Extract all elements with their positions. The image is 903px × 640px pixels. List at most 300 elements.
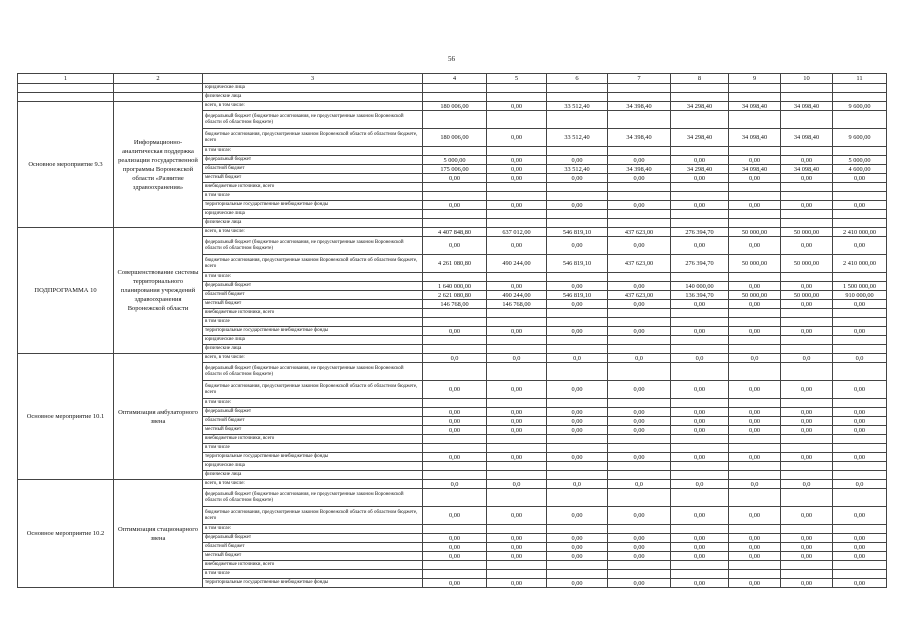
column-header: 9 <box>729 74 781 84</box>
value-cell <box>608 210 671 219</box>
value-cell: 33 512,40 <box>547 129 608 147</box>
value-cell <box>781 363 833 381</box>
value-cell: 0,00 <box>487 327 547 336</box>
block-title: Оптимизация амбулаторного звена <box>114 354 203 480</box>
value-cell: 0,00 <box>781 408 833 417</box>
value-cell: 33 512,40 <box>547 165 608 174</box>
value-cell: 0,00 <box>781 237 833 255</box>
value-cell <box>671 345 729 354</box>
value-cell: 0,00 <box>423 426 487 435</box>
value-cell <box>423 219 487 228</box>
value-cell: 0,00 <box>608 426 671 435</box>
row-label: внебюджетные источники, всего <box>203 561 423 570</box>
value-cell <box>671 219 729 228</box>
value-cell <box>547 93 608 102</box>
value-cell: 50 000,00 <box>781 291 833 300</box>
row-label: территориальные государственные внебюджетные фонды <box>203 327 423 336</box>
value-cell: 0,00 <box>547 408 608 417</box>
value-cell: 0,0 <box>833 480 887 489</box>
value-cell <box>671 561 729 570</box>
row-label: бюджетные ассигнования, предусмотренные законом Воронежской области об областном бюджете, всего <box>203 129 423 147</box>
value-cell <box>833 93 887 102</box>
value-cell: 0,00 <box>423 417 487 426</box>
value-cell <box>781 147 833 156</box>
value-cell <box>671 462 729 471</box>
value-cell: 0,00 <box>423 327 487 336</box>
value-cell: 0,00 <box>671 381 729 399</box>
value-cell: 0,00 <box>729 408 781 417</box>
value-cell: 0,00 <box>729 201 781 210</box>
value-cell: 0,00 <box>671 156 729 165</box>
value-cell: 0,0 <box>781 480 833 489</box>
value-cell: 34 398,40 <box>608 165 671 174</box>
value-cell <box>781 183 833 192</box>
value-cell <box>423 183 487 192</box>
row-label: юридические лица <box>203 210 423 219</box>
value-cell: 0,00 <box>487 282 547 291</box>
row-label: внебюджетные источники, всего <box>203 183 423 192</box>
value-cell <box>671 183 729 192</box>
value-cell <box>487 84 547 93</box>
value-cell: 546 819,10 <box>547 255 608 273</box>
value-cell: 34 298,40 <box>671 102 729 111</box>
value-cell <box>547 210 608 219</box>
value-cell: 0,00 <box>423 237 487 255</box>
value-cell <box>608 318 671 327</box>
value-cell: 0,00 <box>608 579 671 588</box>
row-label: территориальные государственные внебюджетные фонды <box>203 453 423 462</box>
value-cell: 34 098,40 <box>729 165 781 174</box>
column-header: 2 <box>114 74 203 84</box>
value-cell <box>833 111 887 129</box>
column-header: 7 <box>608 74 671 84</box>
value-cell: 0,00 <box>671 507 729 525</box>
value-cell: 5 000,00 <box>833 156 887 165</box>
value-cell: 0,00 <box>671 327 729 336</box>
row-label: всего, в том числе: <box>203 480 423 489</box>
value-cell: 175 006,00 <box>423 165 487 174</box>
value-cell <box>729 399 781 408</box>
value-cell: 0,00 <box>487 579 547 588</box>
value-cell: 0,00 <box>671 408 729 417</box>
value-cell: 146 768,00 <box>423 300 487 309</box>
row-label: федеральный бюджет <box>203 534 423 543</box>
value-cell: 0,00 <box>608 201 671 210</box>
block-title: Оптимизация стационарного звена <box>114 480 203 588</box>
value-cell: 0,00 <box>671 426 729 435</box>
value-cell: 2 410 000,00 <box>833 255 887 273</box>
value-cell: 0,00 <box>729 579 781 588</box>
value-cell <box>671 273 729 282</box>
value-cell <box>547 147 608 156</box>
value-cell <box>547 336 608 345</box>
column-header: 11 <box>833 74 887 84</box>
value-cell: 0,00 <box>729 426 781 435</box>
value-cell: 0,00 <box>487 237 547 255</box>
value-cell <box>781 210 833 219</box>
value-cell <box>608 192 671 201</box>
value-cell: 5 000,00 <box>423 156 487 165</box>
value-cell: 34 098,40 <box>729 129 781 147</box>
value-cell <box>487 273 547 282</box>
value-cell <box>547 363 608 381</box>
value-cell <box>833 435 887 444</box>
value-cell: 0,00 <box>671 201 729 210</box>
value-cell <box>547 471 608 480</box>
value-cell: 0,0 <box>423 480 487 489</box>
value-cell <box>487 309 547 318</box>
value-cell <box>487 318 547 327</box>
value-cell <box>608 444 671 453</box>
value-cell <box>833 471 887 480</box>
value-cell <box>547 273 608 282</box>
value-cell <box>423 444 487 453</box>
value-cell <box>487 219 547 228</box>
value-cell <box>833 318 887 327</box>
column-header: 3 <box>203 74 423 84</box>
value-cell <box>729 183 781 192</box>
value-cell: 0,00 <box>547 201 608 210</box>
value-cell: 0,00 <box>423 534 487 543</box>
value-cell: 0,00 <box>487 174 547 183</box>
value-cell: 34 098,40 <box>781 165 833 174</box>
value-cell: 0,0 <box>608 354 671 363</box>
header-row <box>18 74 887 84</box>
value-cell: 0,00 <box>487 102 547 111</box>
value-cell <box>423 210 487 219</box>
value-cell: 0,00 <box>729 237 781 255</box>
value-cell: 0,00 <box>781 327 833 336</box>
value-cell: 0,00 <box>423 543 487 552</box>
value-cell <box>487 183 547 192</box>
value-cell <box>729 84 781 93</box>
value-cell: 4 600,00 <box>833 165 887 174</box>
value-cell: 136 394,70 <box>671 291 729 300</box>
row-label: федеральный бюджет <box>203 282 423 291</box>
value-cell <box>487 210 547 219</box>
value-cell <box>833 309 887 318</box>
value-cell <box>833 525 887 534</box>
value-cell <box>608 489 671 507</box>
value-cell: 0,00 <box>833 507 887 525</box>
value-cell <box>671 192 729 201</box>
row-label: физические лица <box>203 219 423 228</box>
value-cell <box>487 525 547 534</box>
value-cell: 0,00 <box>671 237 729 255</box>
value-cell: 0,00 <box>608 534 671 543</box>
value-cell <box>671 471 729 480</box>
value-cell <box>547 84 608 93</box>
value-cell <box>608 336 671 345</box>
value-cell <box>423 192 487 201</box>
row-label: федеральный бюджет (бюджетные ассигнования, не предусмотренные законом Воронежской области об областном бюджете) <box>203 237 423 255</box>
value-cell <box>487 444 547 453</box>
value-cell <box>729 192 781 201</box>
table-row <box>18 93 887 102</box>
row-label: федеральный бюджет (бюджетные ассигнования, не предусмотренные законом Воронежской области об областном бюджете) <box>203 489 423 507</box>
table-row <box>18 102 887 111</box>
value-cell <box>833 444 887 453</box>
value-cell <box>608 363 671 381</box>
value-cell: 0,00 <box>833 408 887 417</box>
value-cell: 50 000,00 <box>729 291 781 300</box>
value-cell: 0,00 <box>671 174 729 183</box>
table-row <box>18 480 887 489</box>
value-cell <box>729 210 781 219</box>
value-cell: 0,0 <box>547 354 608 363</box>
value-cell: 0,00 <box>833 381 887 399</box>
value-cell: 0,00 <box>833 534 887 543</box>
value-cell <box>729 345 781 354</box>
row-label: федеральный бюджет <box>203 408 423 417</box>
value-cell: 0,00 <box>781 201 833 210</box>
value-cell <box>423 561 487 570</box>
value-cell: 546 819,10 <box>547 291 608 300</box>
value-cell <box>423 570 487 579</box>
value-cell <box>729 93 781 102</box>
value-cell: 0,00 <box>487 543 547 552</box>
value-cell <box>833 273 887 282</box>
value-cell <box>608 93 671 102</box>
value-cell <box>487 462 547 471</box>
empty-cell <box>18 93 114 102</box>
value-cell: 0,00 <box>487 165 547 174</box>
value-cell <box>833 336 887 345</box>
value-cell <box>487 471 547 480</box>
value-cell <box>547 489 608 507</box>
value-cell <box>547 309 608 318</box>
value-cell <box>608 462 671 471</box>
value-cell: 0,0 <box>729 480 781 489</box>
value-cell: 546 819,10 <box>547 228 608 237</box>
value-cell <box>487 336 547 345</box>
value-cell: 34 098,40 <box>781 129 833 147</box>
value-cell <box>781 561 833 570</box>
value-cell: 33 512,40 <box>547 102 608 111</box>
column-header: 6 <box>547 74 608 84</box>
row-label: территориальные государственные внебюджетные фонды <box>203 201 423 210</box>
value-cell: 0,00 <box>781 507 833 525</box>
value-cell <box>487 570 547 579</box>
value-cell: 0,00 <box>781 543 833 552</box>
value-cell <box>608 183 671 192</box>
row-label: в том числе: <box>203 273 423 282</box>
value-cell <box>547 570 608 579</box>
value-cell: 0,00 <box>833 300 887 309</box>
value-cell: 0,0 <box>487 354 547 363</box>
row-label: физические лица <box>203 471 423 480</box>
value-cell: 0,00 <box>833 201 887 210</box>
value-cell: 0,00 <box>487 534 547 543</box>
value-cell <box>608 471 671 480</box>
value-cell: 0,00 <box>547 417 608 426</box>
row-label: областной бюджет <box>203 543 423 552</box>
value-cell <box>833 210 887 219</box>
value-cell: 0,00 <box>729 156 781 165</box>
value-cell <box>423 435 487 444</box>
row-label: федеральный бюджет (бюджетные ассигнования, не предусмотренные законом Воронежской области об областном бюджете) <box>203 111 423 129</box>
value-cell: 0,00 <box>487 408 547 417</box>
value-cell <box>729 309 781 318</box>
value-cell: 0,00 <box>547 282 608 291</box>
value-cell: 0,00 <box>547 381 608 399</box>
value-cell: 0,00 <box>833 453 887 462</box>
value-cell <box>781 192 833 201</box>
value-cell: 0,0 <box>671 354 729 363</box>
value-cell: 180 006,00 <box>423 129 487 147</box>
row-label: физические лица <box>203 345 423 354</box>
value-cell: 2 410 000,00 <box>833 228 887 237</box>
row-label: в том числе: <box>203 399 423 408</box>
value-cell: 0,00 <box>487 426 547 435</box>
value-cell <box>547 219 608 228</box>
value-cell <box>671 489 729 507</box>
value-cell <box>423 489 487 507</box>
value-cell <box>423 93 487 102</box>
value-cell: 0,0 <box>547 480 608 489</box>
value-cell: 50 000,00 <box>781 255 833 273</box>
value-cell: 0,00 <box>487 417 547 426</box>
value-cell <box>729 363 781 381</box>
row-label: бюджетные ассигнования, предусмотренные законом Воронежской области об областном бюджете, всего <box>203 381 423 399</box>
value-cell <box>487 147 547 156</box>
value-cell: 0,00 <box>547 237 608 255</box>
value-cell: 0,00 <box>833 417 887 426</box>
block-title: Информационно-аналитическая поддержка реализации государственной программы Воронежской области «Развитие здравоохранения» <box>114 102 203 228</box>
value-cell <box>547 345 608 354</box>
value-cell: 0,00 <box>547 426 608 435</box>
value-cell <box>608 525 671 534</box>
value-cell: 0,00 <box>423 453 487 462</box>
value-cell: 0,00 <box>833 426 887 435</box>
value-cell: 0,0 <box>487 480 547 489</box>
value-cell: 0,00 <box>729 282 781 291</box>
value-cell: 0,0 <box>833 354 887 363</box>
value-cell: 0,00 <box>423 579 487 588</box>
value-cell: 0,00 <box>781 426 833 435</box>
value-cell: 0,0 <box>729 354 781 363</box>
value-cell: 490 244,00 <box>487 255 547 273</box>
value-cell <box>671 93 729 102</box>
row-label: областной бюджет <box>203 165 423 174</box>
value-cell <box>487 435 547 444</box>
value-cell <box>781 318 833 327</box>
value-cell: 34 398,40 <box>608 102 671 111</box>
value-cell: 0,00 <box>547 453 608 462</box>
value-cell: 0,00 <box>547 507 608 525</box>
value-cell: 0,00 <box>671 543 729 552</box>
value-cell <box>781 93 833 102</box>
table-row <box>18 228 887 237</box>
value-cell <box>423 399 487 408</box>
value-cell <box>547 183 608 192</box>
value-cell: 437 623,00 <box>608 255 671 273</box>
value-cell <box>781 489 833 507</box>
column-header: 10 <box>781 74 833 84</box>
row-label: местный бюджет <box>203 552 423 561</box>
value-cell <box>833 84 887 93</box>
value-cell <box>608 111 671 129</box>
value-cell <box>833 192 887 201</box>
value-cell <box>781 435 833 444</box>
value-cell: 0,00 <box>671 300 729 309</box>
empty-cell <box>18 84 114 93</box>
value-cell: 0,00 <box>729 534 781 543</box>
row-label: бюджетные ассигнования, предусмотренные законом Воронежской области об областном бюджете, всего <box>203 255 423 273</box>
block-name: Основное мероприятие 10.1 <box>18 354 114 480</box>
value-cell <box>671 570 729 579</box>
value-cell <box>423 525 487 534</box>
value-cell <box>833 363 887 381</box>
value-cell: 0,00 <box>608 174 671 183</box>
value-cell: 0,00 <box>833 543 887 552</box>
row-label: юридические лица <box>203 462 423 471</box>
value-cell <box>781 570 833 579</box>
value-cell <box>608 147 671 156</box>
value-cell: 146 768,00 <box>487 300 547 309</box>
value-cell: 0,00 <box>729 453 781 462</box>
column-header: 5 <box>487 74 547 84</box>
value-cell: 0,00 <box>729 174 781 183</box>
value-cell: 0,00 <box>781 282 833 291</box>
value-cell <box>833 462 887 471</box>
block-name: Основное мероприятие 9.3 <box>18 102 114 228</box>
value-cell: 0,00 <box>671 579 729 588</box>
value-cell <box>833 219 887 228</box>
value-cell: 0,00 <box>547 174 608 183</box>
row-label: областной бюджет <box>203 291 423 300</box>
block-title: Совершенствование системы территориального планирования учреждений здравоохранения Воронежской области <box>114 228 203 354</box>
value-cell: 0,00 <box>833 174 887 183</box>
value-cell <box>833 399 887 408</box>
value-cell <box>671 444 729 453</box>
value-cell: 0,00 <box>671 534 729 543</box>
value-cell <box>608 309 671 318</box>
value-cell <box>671 399 729 408</box>
value-cell <box>547 444 608 453</box>
value-cell: 0,00 <box>781 579 833 588</box>
value-cell: 0,00 <box>608 507 671 525</box>
value-cell: 50 000,00 <box>729 228 781 237</box>
value-cell <box>487 111 547 129</box>
value-cell: 0,00 <box>671 453 729 462</box>
value-cell <box>781 111 833 129</box>
value-cell <box>547 192 608 201</box>
value-cell: 0,00 <box>781 534 833 543</box>
value-cell <box>833 183 887 192</box>
value-cell <box>608 435 671 444</box>
value-cell: 0,00 <box>423 174 487 183</box>
value-cell <box>423 462 487 471</box>
value-cell <box>781 471 833 480</box>
value-cell <box>423 111 487 129</box>
value-cell: 0,00 <box>487 129 547 147</box>
value-cell: 9 600,00 <box>833 129 887 147</box>
value-cell <box>671 435 729 444</box>
value-cell <box>547 435 608 444</box>
row-label: местный бюджет <box>203 300 423 309</box>
value-cell <box>608 561 671 570</box>
value-cell <box>547 111 608 129</box>
page-number: 56 <box>448 55 455 63</box>
row-label: в том числе <box>203 192 423 201</box>
value-cell <box>608 273 671 282</box>
value-cell: 180 006,00 <box>423 102 487 111</box>
row-label: в том числе <box>203 444 423 453</box>
column-header: 1 <box>18 74 114 84</box>
value-cell <box>781 399 833 408</box>
value-cell: 0,00 <box>833 552 887 561</box>
